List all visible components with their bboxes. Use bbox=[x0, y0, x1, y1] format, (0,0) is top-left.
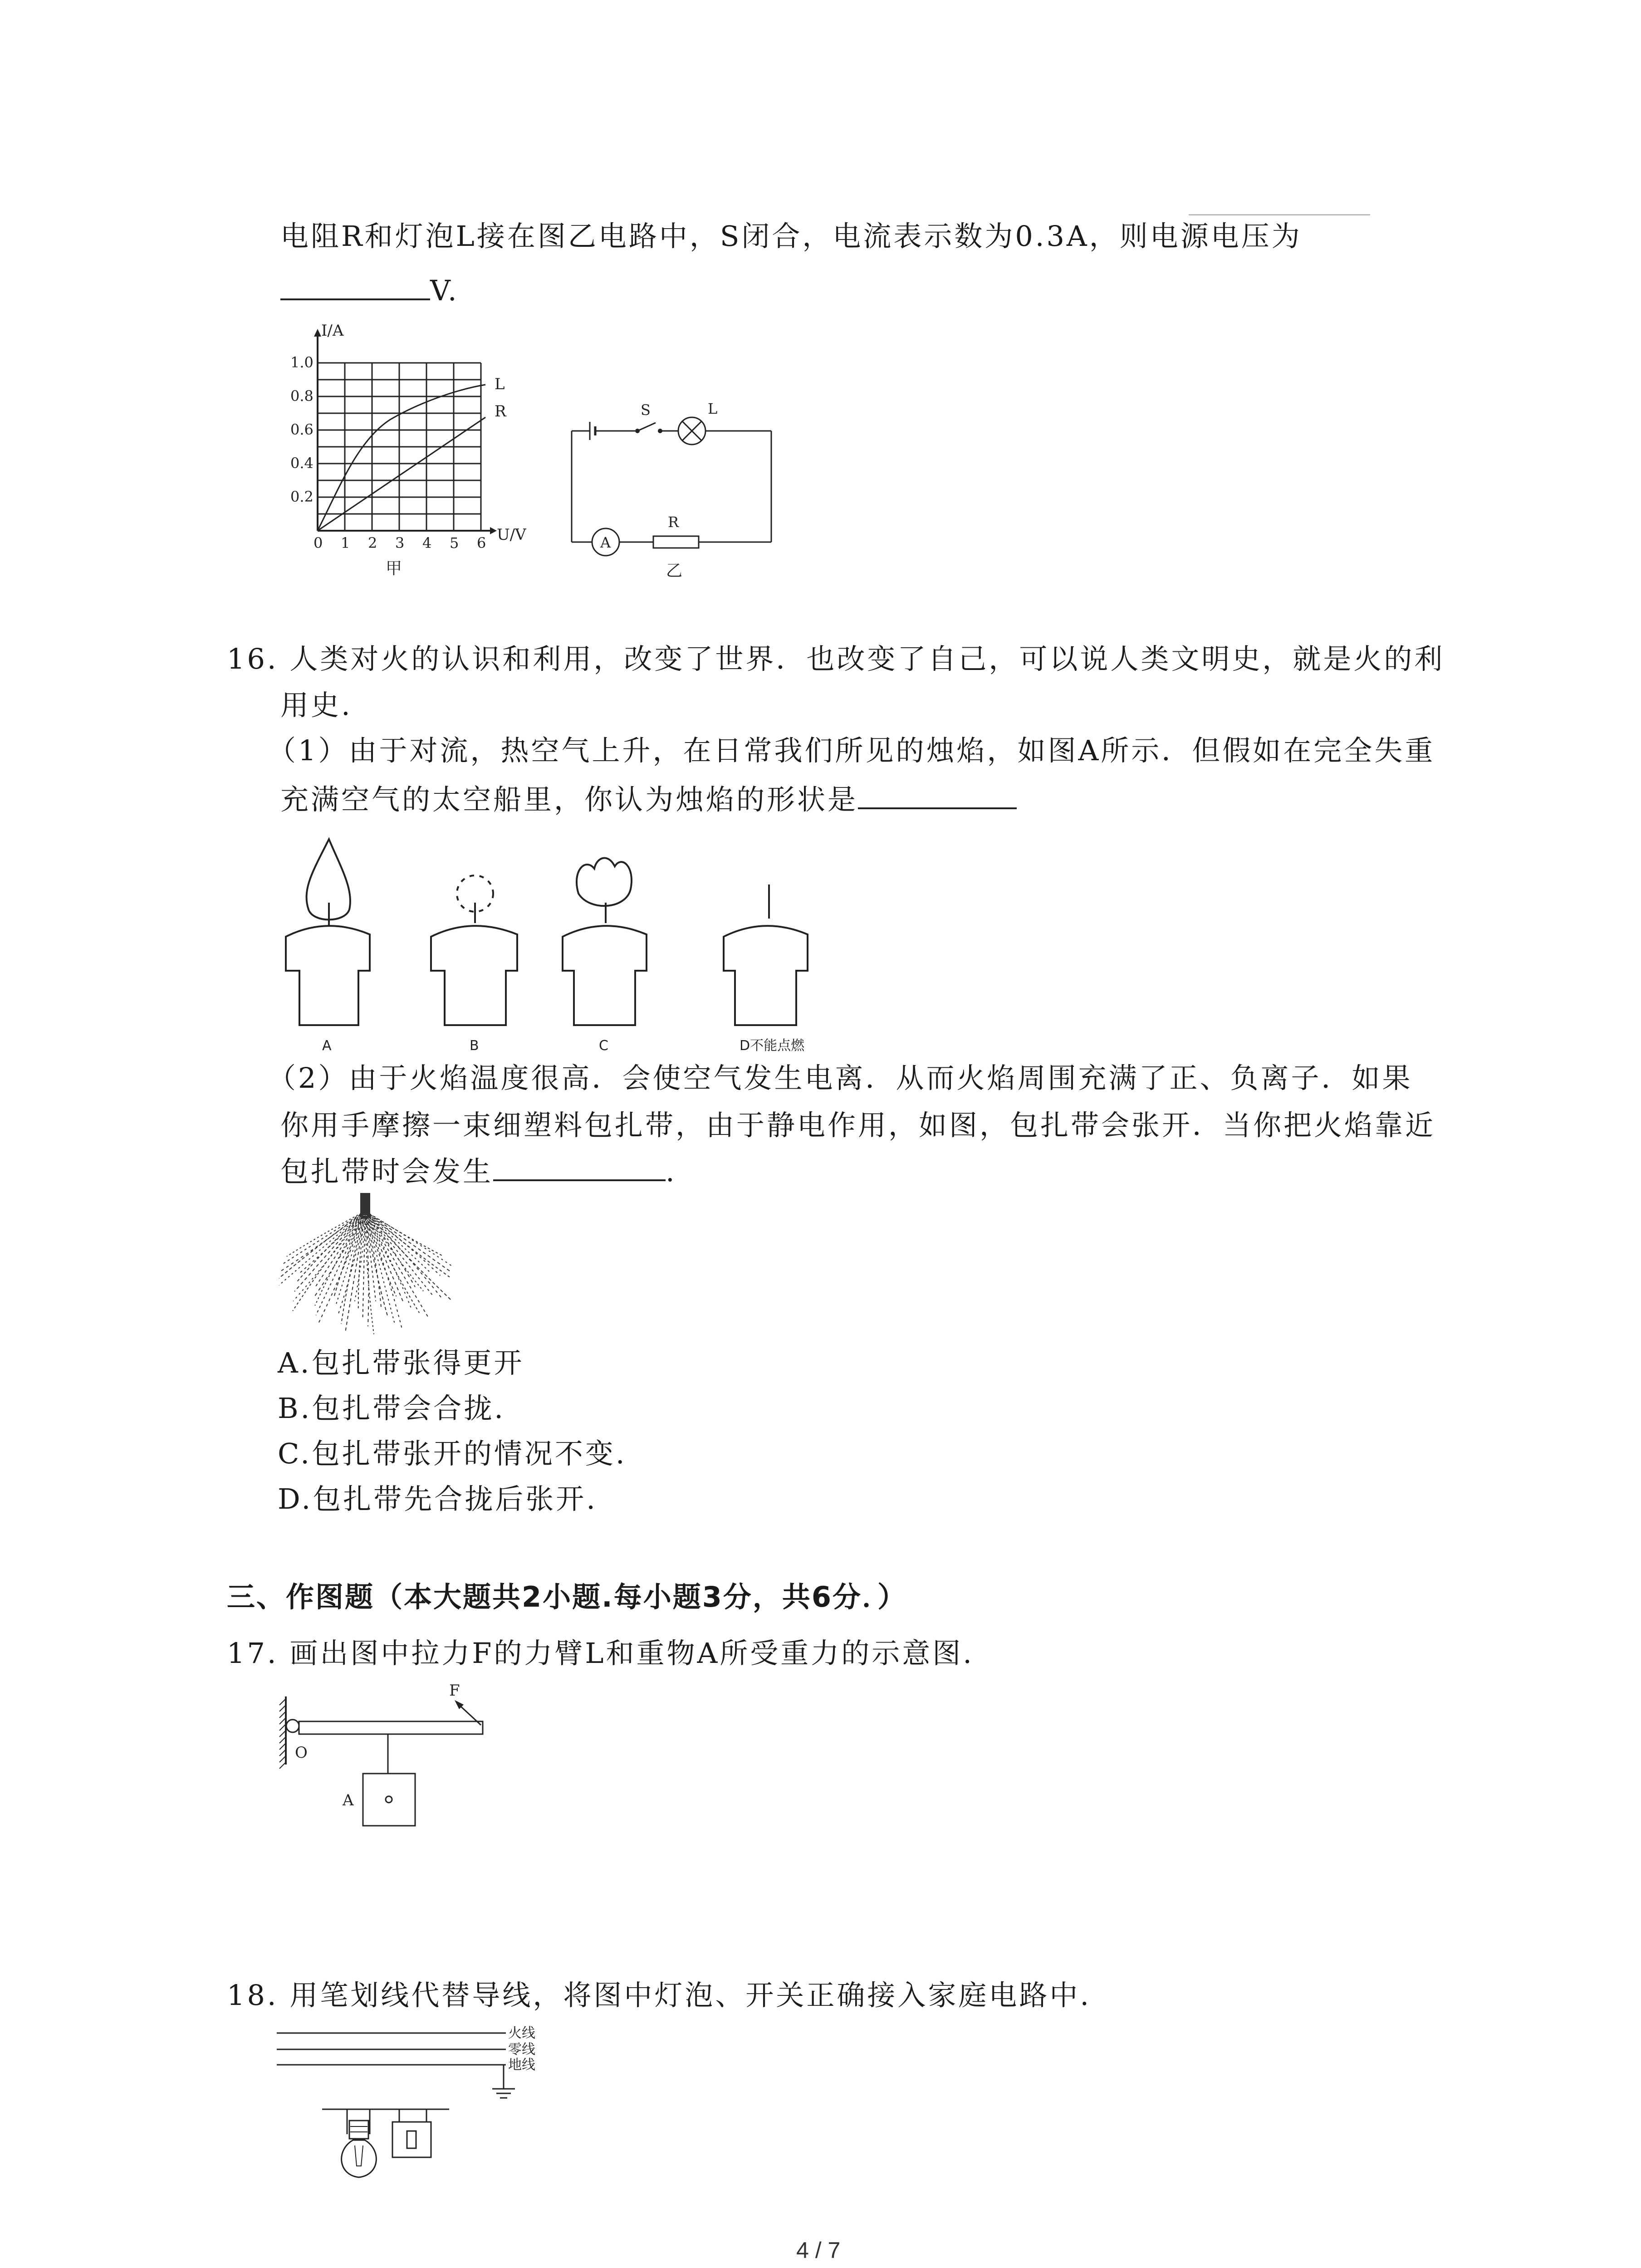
wall-hatch-line bbox=[279, 1737, 286, 1743]
candles-figure bbox=[277, 826, 844, 1061]
lamp-socket bbox=[349, 2121, 368, 2139]
x-tick-label: 0 bbox=[314, 534, 323, 552]
plastic-strip bbox=[365, 1211, 450, 1277]
graph-jia bbox=[290, 313, 544, 585]
q15-line2: V. bbox=[280, 270, 459, 311]
ammeter-label: A bbox=[600, 534, 611, 551]
q16-part1-line1: （1）由于对流，热空气上升，在日常我们所见的烛焰，如图A所示．但假如在完全失重 bbox=[268, 734, 1435, 767]
plastic-strip bbox=[365, 1211, 428, 1317]
wall-hatch-line bbox=[279, 1705, 286, 1711]
x-tick-label: 3 bbox=[395, 534, 405, 552]
candle-b-body bbox=[431, 926, 517, 1025]
candle-label-a: A bbox=[322, 1038, 332, 1054]
x-tick-label: 1 bbox=[341, 534, 350, 552]
candle-label-d: D不能点燃 bbox=[740, 1038, 805, 1054]
y-tick-label: 0.6 bbox=[290, 421, 314, 438]
wire-label-live: 火线 bbox=[508, 2025, 535, 2041]
graph-caption: 甲 bbox=[386, 559, 402, 578]
wire-label-ground: 地线 bbox=[508, 2057, 535, 2073]
wall-hatch-line bbox=[279, 1724, 286, 1730]
wall-switch bbox=[392, 2122, 431, 2157]
x-tick-label: 5 bbox=[450, 534, 459, 552]
y-tick-label: 0.8 bbox=[290, 387, 314, 405]
q16-option-a[interactable]: A.包扎带张得更开 bbox=[278, 1346, 524, 1379]
plastic-strip bbox=[365, 1211, 451, 1278]
x-tick-label: 6 bbox=[477, 534, 486, 552]
line-r-label: R bbox=[495, 402, 506, 420]
resistor-label: R bbox=[668, 513, 679, 531]
wall-hatch-line bbox=[279, 1718, 286, 1724]
q16-part2-line1: （2）由于火焰温度很高．会使空气发生电离．从而火焰周围充满了正、负离子．如果 bbox=[268, 1061, 1413, 1095]
q16-part2-line3: 包扎带时会发生 . bbox=[280, 1151, 677, 1192]
candle-d-body bbox=[724, 926, 808, 1025]
plastic-strip bbox=[365, 1211, 402, 1329]
plastic-strip bbox=[316, 1211, 365, 1315]
q16-part2-line2: 你用手摩擦一束细塑料包扎带，由于静电作用，如图，包扎带会张开．当你把火焰靠近 bbox=[280, 1109, 1436, 1142]
weight-a bbox=[363, 1774, 415, 1826]
wall-hatch-line bbox=[279, 1750, 286, 1756]
switch-label: S bbox=[641, 401, 651, 419]
plastic-strip bbox=[365, 1211, 431, 1273]
label-a: A bbox=[343, 1791, 354, 1809]
circuit-yi bbox=[563, 390, 798, 590]
wall-hatch-line bbox=[279, 1743, 286, 1750]
x-tick-label: 2 bbox=[368, 534, 377, 552]
x-tick-label: 4 bbox=[422, 534, 432, 552]
wall-hatch-line bbox=[279, 1699, 286, 1705]
q16-option-d[interactable]: D.包扎带先合拢后张开. bbox=[278, 1482, 598, 1515]
light-bulb bbox=[342, 2140, 377, 2177]
label-f: F bbox=[449, 1681, 460, 1700]
wire-label-neutral: 零线 bbox=[508, 2042, 535, 2058]
y-tick-label: 1.0 bbox=[290, 354, 314, 371]
page-number: 4 / 7 bbox=[796, 2238, 841, 2263]
pivot bbox=[286, 1720, 299, 1732]
plastic-strip bbox=[315, 1211, 365, 1287]
plastic-strip bbox=[365, 1211, 451, 1278]
circuit-caption: 乙 bbox=[666, 562, 683, 580]
plastic-strips-figure bbox=[279, 1193, 451, 1343]
candle-label-b: B bbox=[470, 1038, 479, 1054]
candle-c-flame bbox=[577, 858, 632, 906]
q16-option-b[interactable]: B.包扎带会合拢. bbox=[278, 1392, 505, 1425]
q16-part1-blank[interactable] bbox=[858, 779, 1017, 809]
top-rule bbox=[1189, 214, 1370, 215]
candle-a-body bbox=[286, 926, 370, 1025]
y-tick-label: 0.4 bbox=[290, 455, 314, 472]
household-circuit-figure bbox=[277, 2014, 558, 2186]
q16-stem-line2: 用史. bbox=[280, 689, 353, 722]
plastic-strip bbox=[293, 1211, 365, 1301]
plastic-strip bbox=[282, 1211, 365, 1265]
section3-title: 三、作图题（本大题共2小题.每小题3分，共6分．） bbox=[227, 1580, 907, 1613]
curve-l bbox=[318, 385, 485, 531]
x-axis-label: U/V bbox=[497, 526, 526, 544]
q16-part1-line2: 充满空气的太空船里，你认为烛焰的形状是 bbox=[280, 779, 1017, 820]
y-tick-label: 0.2 bbox=[290, 488, 314, 505]
q15-answer-blank[interactable] bbox=[280, 270, 430, 300]
wall-hatch-line bbox=[279, 1756, 286, 1762]
q17-text: 17. 画出图中拉力F的力臂L和重物A所受重力的示意图. bbox=[227, 1637, 975, 1670]
q16-option-c[interactable]: C.包扎带张开的情况不变. bbox=[278, 1437, 627, 1470]
q16-part2-blank[interactable] bbox=[493, 1151, 666, 1181]
wall-hatch-line bbox=[279, 1762, 286, 1769]
plastic-strip bbox=[365, 1211, 432, 1295]
y-axis-label: I/A bbox=[321, 322, 344, 340]
plastic-strip bbox=[365, 1211, 419, 1313]
q16-stem-line1: 16. 人类对火的认识和利用，改变了世界．也改变了自己，可以说人类文明史，就是火的利 bbox=[227, 642, 1445, 675]
lever bbox=[299, 1721, 483, 1734]
candle-label-c: C bbox=[599, 1038, 608, 1054]
curve-l-label: L bbox=[495, 375, 505, 393]
q15-line1: 电阻R和灯泡L接在图乙电路中，S闭合，电流表示数为0.3A，则电源电压为 bbox=[280, 220, 1302, 253]
wall-hatch-line bbox=[279, 1730, 286, 1737]
lamp-label: L bbox=[708, 400, 718, 417]
strip-bundle-tie bbox=[361, 1193, 370, 1215]
candle-c-body bbox=[563, 926, 647, 1025]
lever-figure bbox=[268, 1678, 504, 1842]
label-o: O bbox=[295, 1744, 308, 1762]
wall-hatch-line bbox=[279, 1711, 286, 1718]
q18-text: 18. 用笔划线代替导线，将图中灯泡、开关正确接入家庭电路中. bbox=[227, 1979, 1092, 2012]
